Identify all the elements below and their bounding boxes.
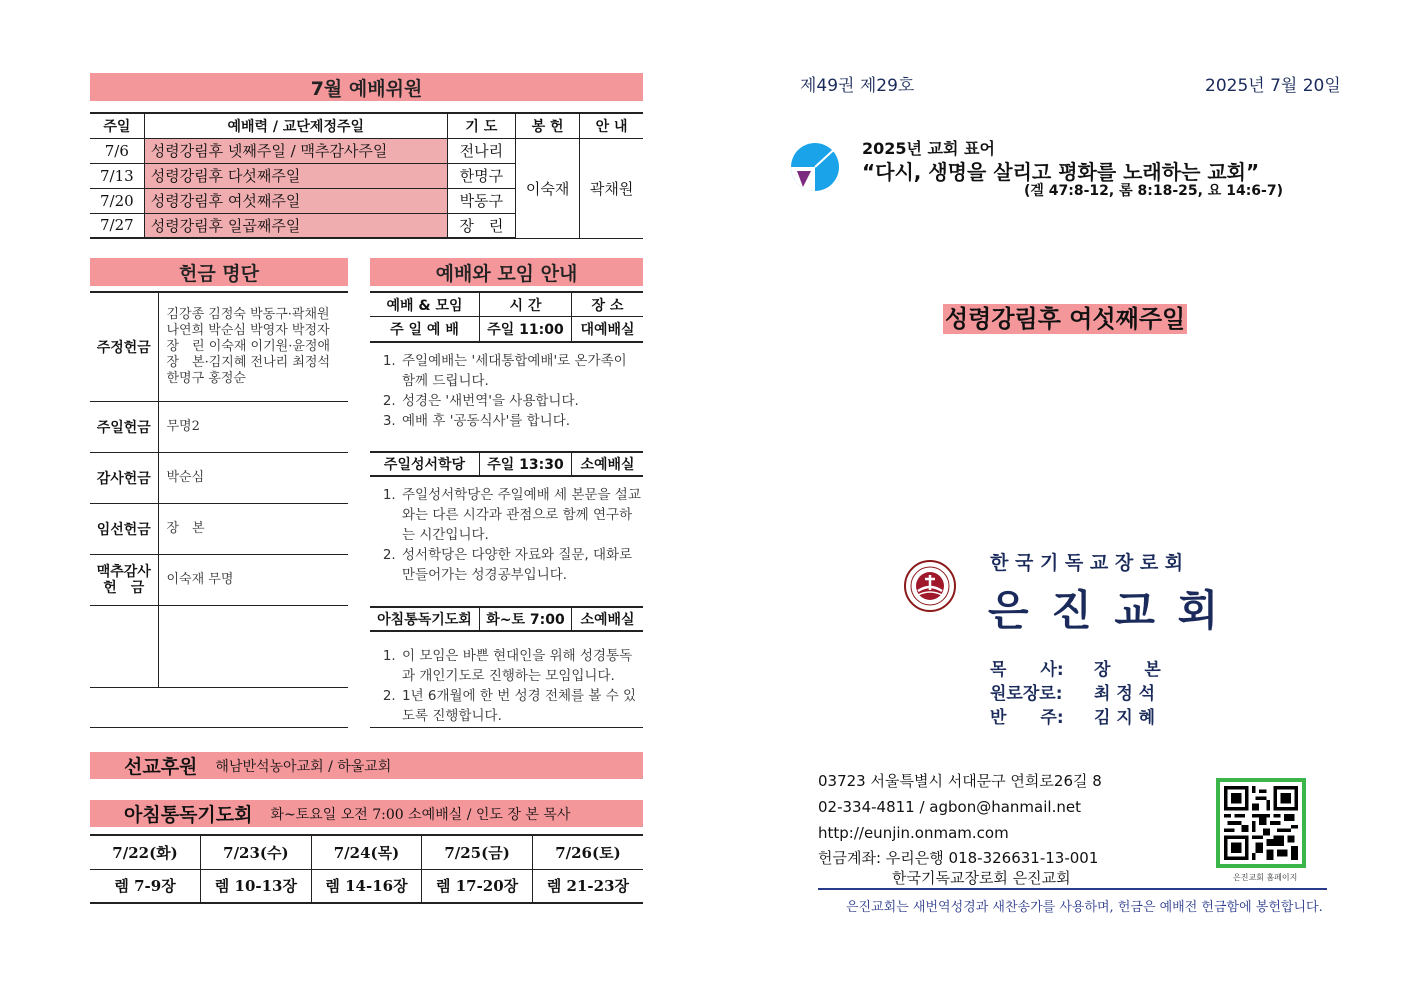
list-item: 1. 주일예배는 '세대통합예배'로 온가족이 함께 드립니다. <box>400 351 643 391</box>
col-header: 안 내 <box>580 113 643 138</box>
guide-name: 주일성서학당 <box>370 453 480 475</box>
col-header: 시 간 <box>480 293 572 316</box>
mission-title: 선교후원 <box>124 756 198 778</box>
schedule-reading: 렘 14-16장 <box>311 869 422 903</box>
staff-name: 최 정 석 <box>1094 684 1156 704</box>
staff-row <box>990 706 1161 730</box>
motto: “다시, 생명을 살리고 평화를 노래하는 교회” <box>862 160 1260 184</box>
church-seal-icon <box>903 559 957 613</box>
row-date: 7/27 <box>90 213 144 238</box>
website-link[interactable]: http://eunjin.onmam.com <box>818 824 1009 842</box>
footer-divider <box>818 888 1327 890</box>
row-theme: 성령강림후 다섯째주일 <box>144 163 447 188</box>
reading-schedule-table <box>90 834 643 904</box>
schedule-day: 7/23(수) <box>201 835 312 869</box>
schedule-reading: 렘 17-20장 <box>422 869 533 903</box>
staff-row <box>990 682 1161 706</box>
morning-prayer-bar <box>90 800 643 827</box>
worship-guide-title: 예배와 모임 안내 <box>370 258 643 286</box>
list-item: 2. 성경은 '새번역'을 사용합니다. <box>400 391 643 411</box>
guide-place: 대예배실 <box>580 322 635 338</box>
guide-notes <box>370 351 643 451</box>
schedule-reading: 렘 10-13장 <box>201 869 312 903</box>
schedule-day: 7/24(목) <box>311 835 422 869</box>
col-header: 예배 & 모임 <box>370 293 480 316</box>
schedule-day: 7/25(금) <box>422 835 533 869</box>
guide-time: 주일 11:00 <box>480 317 572 341</box>
staff-name: 김 지 혜 <box>1094 708 1156 728</box>
staff-role: 반 주: <box>990 708 1064 728</box>
table-row <box>90 452 348 503</box>
address: 03723 서울특별시 서대문구 연희로26길 8 <box>818 772 1102 790</box>
denomination: 한 국 기 독 교 장 로 회 <box>990 552 1184 574</box>
offering-label <box>90 605 158 687</box>
row-prayer: 장 린 <box>447 213 515 238</box>
guide-time: 주일 13:30 <box>480 453 572 475</box>
table-row <box>90 292 348 401</box>
divider <box>370 727 643 728</box>
col-header: 주일 <box>90 113 144 138</box>
table-row <box>90 869 643 903</box>
schedule-reading: 렘 21-23장 <box>532 869 643 903</box>
qr-caption: 은진교회 홈페이지 <box>1233 873 1298 882</box>
offering-names: 이숙재 무명 <box>158 554 348 605</box>
morning-prayer-title: 아침통독기도회 <box>124 804 253 826</box>
list-item: 1. 주일성서학당은 주일예배 세 본문을 설교와는 다른 시각과 관점으로 함께 연구하는 시간입니다. <box>400 485 643 545</box>
account-label: 헌금계좌: <box>818 849 882 867</box>
offering-label: 임선헌금 <box>90 503 158 554</box>
account-holder: 한국기독교장로회 은진교회 <box>892 869 1071 887</box>
row-prayer: 박동구 <box>447 188 515 213</box>
guide-row-sunday <box>370 317 643 343</box>
row-prayer: 한명구 <box>447 163 515 188</box>
staff-list <box>990 658 1161 730</box>
mission-bar <box>90 752 643 779</box>
offering-person: 이숙재 <box>516 138 580 238</box>
schedule-reading: 렘 7-9장 <box>90 869 201 903</box>
table-row <box>90 138 643 163</box>
worship-committee-table <box>90 112 643 239</box>
footer-note: 은진교회는 새번역성경과 새찬송가를 사용하며, 헌금은 예배전 헌금함에 봉헌합니다. <box>846 900 1323 915</box>
col-header: 예배력 / 교단제정주일 <box>144 113 447 138</box>
table-row <box>90 835 643 869</box>
offering-label: 주일헌금 <box>90 401 158 452</box>
row-date: 7/20 <box>90 188 144 213</box>
offering-list-table <box>90 291 348 688</box>
mission-text: 해남반석농아교회 / 하울교회 <box>215 758 392 775</box>
motto-logo-icon <box>789 141 841 193</box>
row-prayer: 전나리 <box>447 138 515 163</box>
row-theme: 성령강림후 일곱째주일 <box>144 213 447 238</box>
col-header: 봉 헌 <box>516 113 580 138</box>
offering-label: 감사헌금 <box>90 452 158 503</box>
guide-place: 소예배실 <box>580 457 635 473</box>
offering-names <box>158 605 348 687</box>
contact-block <box>818 768 1102 888</box>
row-date: 7/6 <box>90 138 144 163</box>
row-theme: 성령강림후 넷째주일 / 맥추감사주일 <box>144 138 447 163</box>
sunday-title: 성령강림후 여섯째주일 <box>945 305 1186 333</box>
list-item: 2. 1년 6개월에 한 번 성경 전체를 볼 수 있도록 진행합니다. <box>400 686 643 726</box>
schedule-day: 7/26(토) <box>532 835 643 869</box>
motto-label: 2025년 교회 표어 <box>862 139 995 158</box>
worship-guide <box>370 291 643 746</box>
guide-row-morning-prayer <box>370 606 643 632</box>
staff-role: 목 사: <box>990 660 1064 680</box>
guide-header <box>370 291 643 317</box>
staff-name: 장 본 <box>1094 660 1161 680</box>
offering-names: 장 본 <box>158 503 348 554</box>
guide-name: 주 일 예 배 <box>370 317 480 341</box>
table-row <box>90 554 348 605</box>
table-row <box>90 503 348 554</box>
guide-time: 화~토 7:00 <box>480 608 572 630</box>
list-item: 3. 예배 후 '공동식사'를 합니다. <box>400 411 643 431</box>
motto-references: (겔 47:8-12, 롬 8:18-25, 요 14:6-7) <box>1024 183 1283 199</box>
offering-label: 주정헌금 <box>90 292 158 401</box>
table-row <box>90 605 348 687</box>
worship-committee-title: 7월 예배위원 <box>90 73 643 101</box>
col-header: 장 소 <box>591 297 624 314</box>
account-number: 우리은행 018-326631-13-001 <box>885 849 1099 867</box>
guide-notes <box>370 646 643 746</box>
qr-code[interactable] <box>1216 778 1306 868</box>
guide-place: 소예배실 <box>580 612 635 628</box>
offering-names: 박순심 <box>158 452 348 503</box>
account-row <box>818 848 1102 868</box>
offering-names: 김강종 김정숙 박동구·곽채원 나연희 박순심 박영자 박정자 장 린 이숙재 이기원·윤정애 장 본·김지혜 전나리 최정석 한명구 홍정순 <box>158 292 348 401</box>
schedule-day: 7/22(화) <box>90 835 201 869</box>
usher: 곽채원 <box>580 138 643 238</box>
contact: 02-334-4811 / agbon@hanmail.net <box>818 798 1081 816</box>
list-item: 1. 이 모임은 바쁜 현대인을 위해 성경통독과 개인기도로 진행하는 모임입니다. <box>400 646 643 686</box>
bulletin-date: 2025년 7월 20일 <box>1205 76 1341 96</box>
guide-notes <box>370 485 643 606</box>
row-theme: 성령강림후 여섯째주일 <box>144 188 447 213</box>
table-row <box>90 401 348 452</box>
staff-role: 원로장로: <box>990 684 1063 704</box>
row-date: 7/13 <box>90 163 144 188</box>
divider <box>90 727 348 728</box>
offering-names: 무명2 <box>158 401 348 452</box>
volume-number: 제49권 제29호 <box>800 76 915 96</box>
list-item: 2. 성서학당은 다양한 자료와 질문, 대화로 만들어가는 성경공부입니다. <box>400 545 643 585</box>
morning-prayer-text: 화~토요일 오전 7:00 소예배실 / 인도 장 본 목사 <box>270 806 571 823</box>
church-name: 은 진 교 회 <box>988 586 1223 635</box>
guide-row-bible-school <box>370 451 643 477</box>
qr-code-icon <box>1224 786 1298 860</box>
col-header: 기 도 <box>447 113 515 138</box>
guide-name: 아침통독기도회 <box>370 608 480 630</box>
offering-label: 맥추감사 헌 금 <box>90 554 158 605</box>
staff-row <box>990 658 1161 682</box>
offering-list-title: 헌금 명단 <box>90 258 348 286</box>
